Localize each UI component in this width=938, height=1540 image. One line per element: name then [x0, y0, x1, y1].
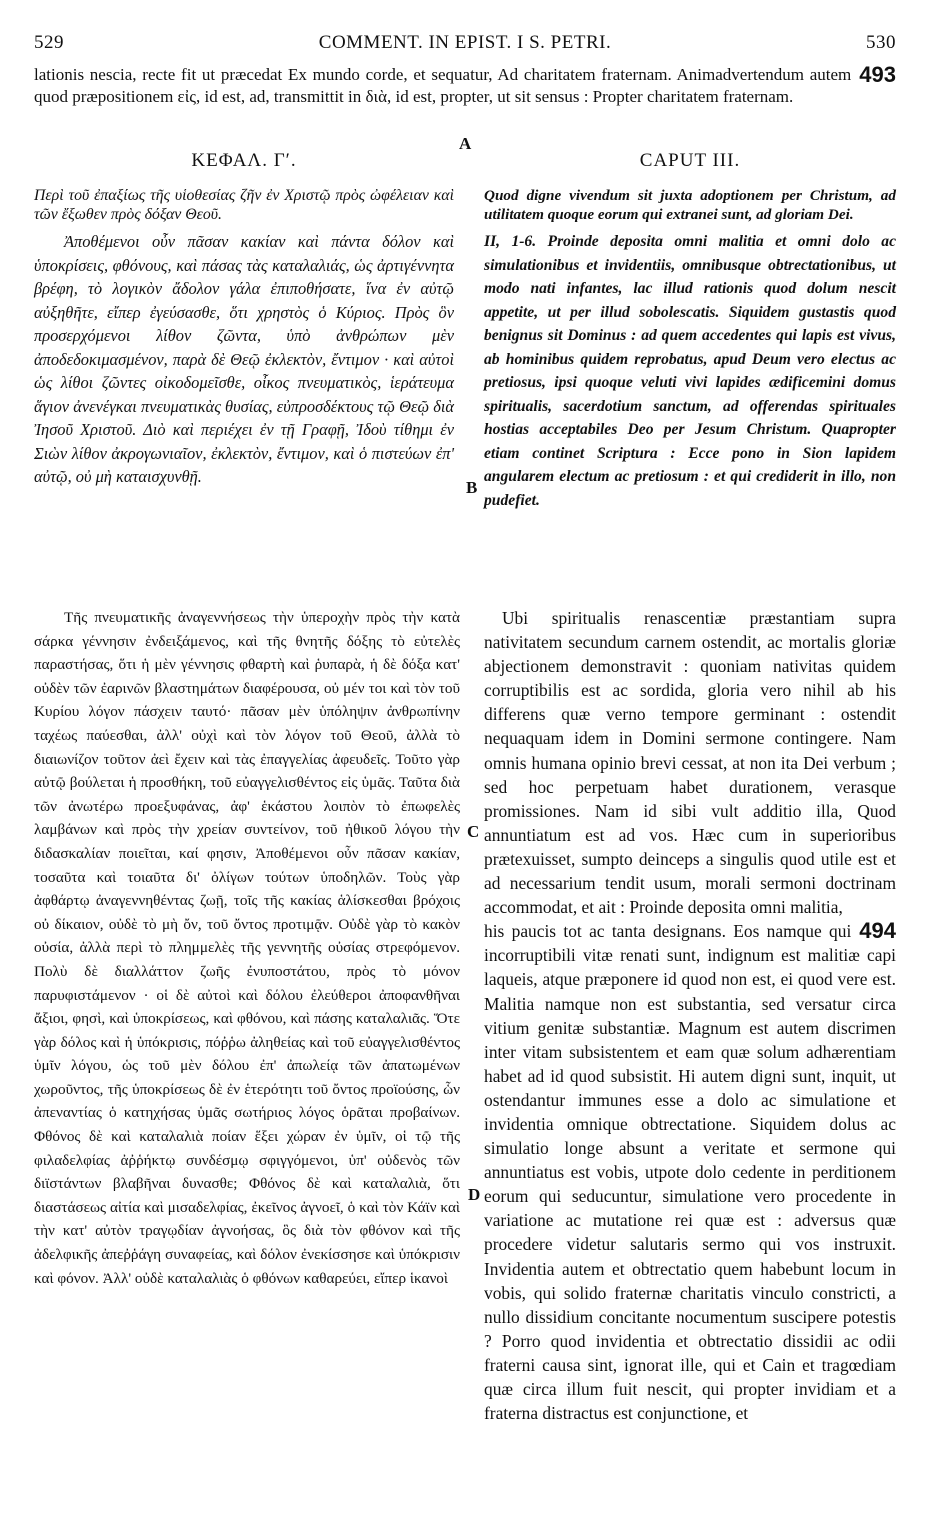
page-number-left: 529 [34, 32, 64, 53]
latin-upper-block [484, 186, 896, 512]
greek-scripture: Ἀποθέμενοι οὖν πᾶσαν κακίαν καὶ πάντα δόλον καὶ ὑποκρίσεις, φθόνους, καὶ πάσας τὰς καταλαλιάς, ὡς ἀρτιγέννητα βρέφη, τὸ λογικὸν ἄδολον γάλα ἐπιποθήσατε, ἵνα ἐν αὐτῷ αὐξηθῆτε, εἴπερ ἐγεύσασθε, ὅτι χρηστὸς ὁ Κύριος. Πρὸς ὃν προσερχόμενοι λίθον ζῶντα, ὑπὸ ἀνθρώπων μὲν ἀποδεδοκιμασμένον, παρὰ δὲ Θεῷ ἐκλεκτὸν, ἔντιμον · καὶ αὐτοὶ ὡς λίθοι ζῶντες οἰκοδομεῖσθε, οἶκος πνευματικὸς, ἱεράτευμα ἅγιον ἀνενέγκαι πνευματικὰς θυσίας, εὐπροσδέκτους τῷ Θεῷ διὰ Ἰησοῦ Χριστοῦ. Διὸ καὶ περιέχει ἐν τῇ Γραφῇ, Ἰδοὺ τίθημι ἐν Σιὼν λίθον ἀκρογωνιαῖον, ἐκλεκτὸν, ἔντιμον, καὶ ὁ πιστεύων ἐπ' αὐτῷ, οὐ μὴ καταισχυνθῇ. [34, 232, 454, 486]
greek-upper-block [34, 186, 454, 489]
margin-marker-d: D [468, 1185, 481, 1204]
column-number-493: 493 [859, 62, 896, 87]
greek-summary: Περὶ τοῦ ἐπαξίως τῆς υἱοθεσίας ζῆν ἐν Χριστῷ πρὸς ὠφέλειαν καὶ τῶν ἔξωθεν πρὸς δόξαν Θεοῦ. [34, 187, 454, 223]
latin-chapter-heading: CAPUT III. [639, 150, 741, 171]
latin-commentary-part1: Ubi spiritualis renascentiæ præstantiam supra nativitatem secundum carnem ostendit, ac mortalis gloriæ abjectionem demonstravit : quoniam nativitas quidem corruptibilis est ac sordida, gloria vero nihil ab his differens quæ verno tempore germinant : ostendit nequaquam idem in Domini sermone contingere. Nam omnis humana opinio brevi cessat, at non ita Dei verbum ; sed hoc perpetuam habet durationem, verasque promissiones. Nam id sibi vult additio illa, Quod annuntiatum est ad vos. Hæc cum in superioribus prætexuisset, sumpto deinceps a singulis quod utile est et ad necessarium tendit usum, morali sermoni doctrinam accommodat, et ait : Proinde deposita omni malitia, [484, 608, 896, 918]
greek-commentary: Τῆς πνευματικῆς ἀναγεννήσεως τὴν ὑπεροχὴν πρὸς τὴν κατὰ σάρκα γέννησιν ἐνδειξάμενος, καὶ τῆς θνητῆς δόξης τὸ εὐτελὲς παραστήσας, ὅτι ἡ μὲν γέννησις φθαρτὴ καὶ ῥυπαρὰ, ἡ δὲ δόξα κατ' οὐδὲν τῶν ἐαρινῶν βλαστημάτων διαφέρουσα, οὐ μέν τοι καὶ τὸν τοῦ Κυρίου λόγον πάσχειν ταυτό· πᾶσαν μὲν ὑπόληψιν ἀνθρωπίνην ταχέως παύεσθαι, ἀλλ' οὐχὶ καὶ τὸν λόγον τοῦ Θεοῦ, ἀλλὰ τὸ διαιωνίζον τοῦτον ἀεὶ ἔχειν καὶ τὰς ἐπαγγελίας ἀφευδεῖς. Τοῦτο γὰρ αὐτῷ βούλεται ἡ προσθήκη, τοῦ εὐαγγελισθέντος εἰς ὑμᾶς. Ταῦτα διὰ τῶν ἀνωτέρω προεξυφάνας, ἀφ' ἑκάστου λοιπὸν τὸ ἐπωφελὲς λαμβάνων καὶ πρὸς τὴν χρείαν συντείνον, τοῦ ἠθικοῦ λόγου τὴν διδασκαλίαν ποιεῖται, καί φησιν, Ἀποθέμενοι οὖν πᾶσαν κακίαν, τοσαῦτα καὶ τοιαῦτα δι' ὀλίγων τούτων ὑποδηλῶν. Τοὺς γὰρ ἀφθάρτῳ ἀναγεννηθέντας ζωῇ, τοῖς τῆς κακίας ἁλίσκεσθαι βρόχοις οὐ δίκαιον, οὐδὲ τὸ μὴ ὄν, τοῦ ὄντος προτιμᾷν. Οὐδὲ γὰρ τὸ κακὸν οὐσία, ἀλλὰ περὶ τὸ πλημμελὲς τῆς γεννητῆς οὐσίας στρεφόμενον. Πολὺ δὲ διαλλάττον ζωῆς ἐνυποστάτου, πρὸς τὸ μόνον παρυφιστάμενον · οἱ δὲ αὐτοὶ καὶ δόλου ἐλεύθεροι ἀποφανθῆναι ἄξιοι, φησὶ, καὶ ὑποκρίσεως, καὶ φθόνου, καὶ πάσης καταλαλιᾶς. Ὅτε γὰρ δόλος καὶ ἡ ὑπόκρισις, πόῤῥω ἀληθείας καὶ τοῦ εὐαγγελισθέντος ὑμῖν λόγου, ὡς τοῦ μὲν δόλου ἐπ' ἀπωλείᾳ τῶν ἀπατωμένων χωροῦντος, τῆς ὑποκρίσεως δὲ ἐν ἑτερότητι τοῦ ὄντος προϊούσης, ὧν ἀπεναντίας ὁ κατηχήσας ὑμᾶς σωτήριος λόγος ὁρᾶται προβαίνων. Φθόνος δὲ καὶ καταλαλιὰ ποίαν ἕξει χώραν ἐν ὑμῖν, οἱ τῷ τῆς φιλαδελφίας ἀῤῥήκτῳ συνδέσμῳ σφιγγόμενοι, ὑπ' οὐδενὸς τῶν διϊστάντων βλαβῆναι δυνασθε; Φθόνος δὲ καὶ καταλαλιὰ, ὅτι διαστάσεως αἰτία καὶ μισαδελφίας, ἐκεῖνος ἀγνοεῖ, ὁ καὶ τὸν Κάϊν καὶ τὴν κατ' αὐτὸν τραγῳδίαν ἀγνοήσας, ὃς διὰ τὸν φθόνον καὶ τῆς ἀδελφικῆς ἀπεῤῥάγη συναφείας, καὶ δόλον ἐνεκίσσησε καὶ ὑπόκρισιν καὶ φόνον. Ἀλλ' οὐδὲ καταλαλιὰς ὁ φθόνων καθαρεύει, εἴπερ ἱκανοὶ [34, 609, 460, 1287]
latin-scripture: II, 1-6. Proinde deposita omni malitia et omni dolo ac simulationibus et invidentiis, omnibusque obtrectationibus, ut modo nati infantes, lac illud rationis quod dolum nescit appetite, ut per illud sobolescatis. Siquidem gustastis quod benignus sit Dominus : ad quem accedentes qui lapis est vivus, ab hominibus quidem reprobatus, apud Deum vero electus ac pretiosus, ipsi quoque veluti vivi lapides ædificemini domus spiritualis, sacerdotium sanctum, ad offerendas spirituales hostias acceptabiles Deo per Jesum Christum. Quapropter etiam continet Scriptura : Ecce pono in Sion lapidem angularem electum ac pretiosum : et qui crediderit in illo, non pudefiet. [484, 233, 896, 509]
intro-paragraph [34, 64, 896, 108]
margin-marker-b: B [466, 478, 478, 497]
latin-commentary-part2: his paucis tot ac tanta designans. Eos namque qui incorruptibili vitæ renati sunt, indignum est malitiæ capi laqueis, atque præponere id quod non est, ei quod vere est. Malitia namque non est substantia, sed versatur circa vitium genitæ substantiæ. Magnum est autem discrimen inter vitam subsistentem et eam quæ solum adhærentiam habet ad id quod subsistit. Hi autem digni sunt, inquit, ut ostendantur immunes esse a dolo ac simulatione et invidentia omnique obtrectatione. Siquidem dolus ac simulatio longe absunt a veritate et sermone qui annuntiatus est vobis, utpote dolo cedente in perditionem eorum qui seducuntur, simulatione vero procedente in variatione ac mutatione rei quæ est : adversus quæ procedere videtur salutaris sermo qui vos instruxit. Invidentia autem et obtrectatio quem habebunt locum in vobis, qui solido fraternæ charitatis vinculo constricti, a nullo dissidium concitante nocumentum suscipere potestis ? Porro quod invidentia et obtrectatio dissidii ac odii fraterni causa sint, ignorat ille, qui et Cain et tragœdiam quæ circa illum fuit nescit, qui propter invidiam et a fraterna distractus est conjunctione, et [484, 921, 896, 1424]
running-header [34, 32, 896, 60]
margin-marker-c: C [467, 822, 480, 841]
greek-commentary-block [34, 606, 460, 1290]
column-number-494: 494 [859, 918, 896, 944]
latin-summary: Quod digne vivendum sit juxta adoptionem per Christum, ad utilitatem quoque eorum qui extranei sunt, ad gloriam Dei. [484, 187, 896, 223]
latin-commentary-block [484, 606, 896, 1425]
running-title: COMMENT. IN EPIST. I S. PETRI. [318, 32, 612, 53]
intro-text: lationis nescia, recte fit ut præcedat Ex mundo corde, et sequatur, Ad charitatem fraternam. Animadvertendum autem quod præpositionem εἰς, id est, ad, transmittit in διὰ, id est, propter, ut sit sensus : Propter charitatem fraternam. [34, 65, 852, 106]
latin-commentary-part2-wrap [484, 919, 896, 1425]
greek-chapter-heading: ΚΕΦΑΛ. Γʹ. [191, 150, 297, 171]
margin-marker-a: A [459, 134, 472, 153]
page-number-right: 530 [866, 32, 896, 53]
